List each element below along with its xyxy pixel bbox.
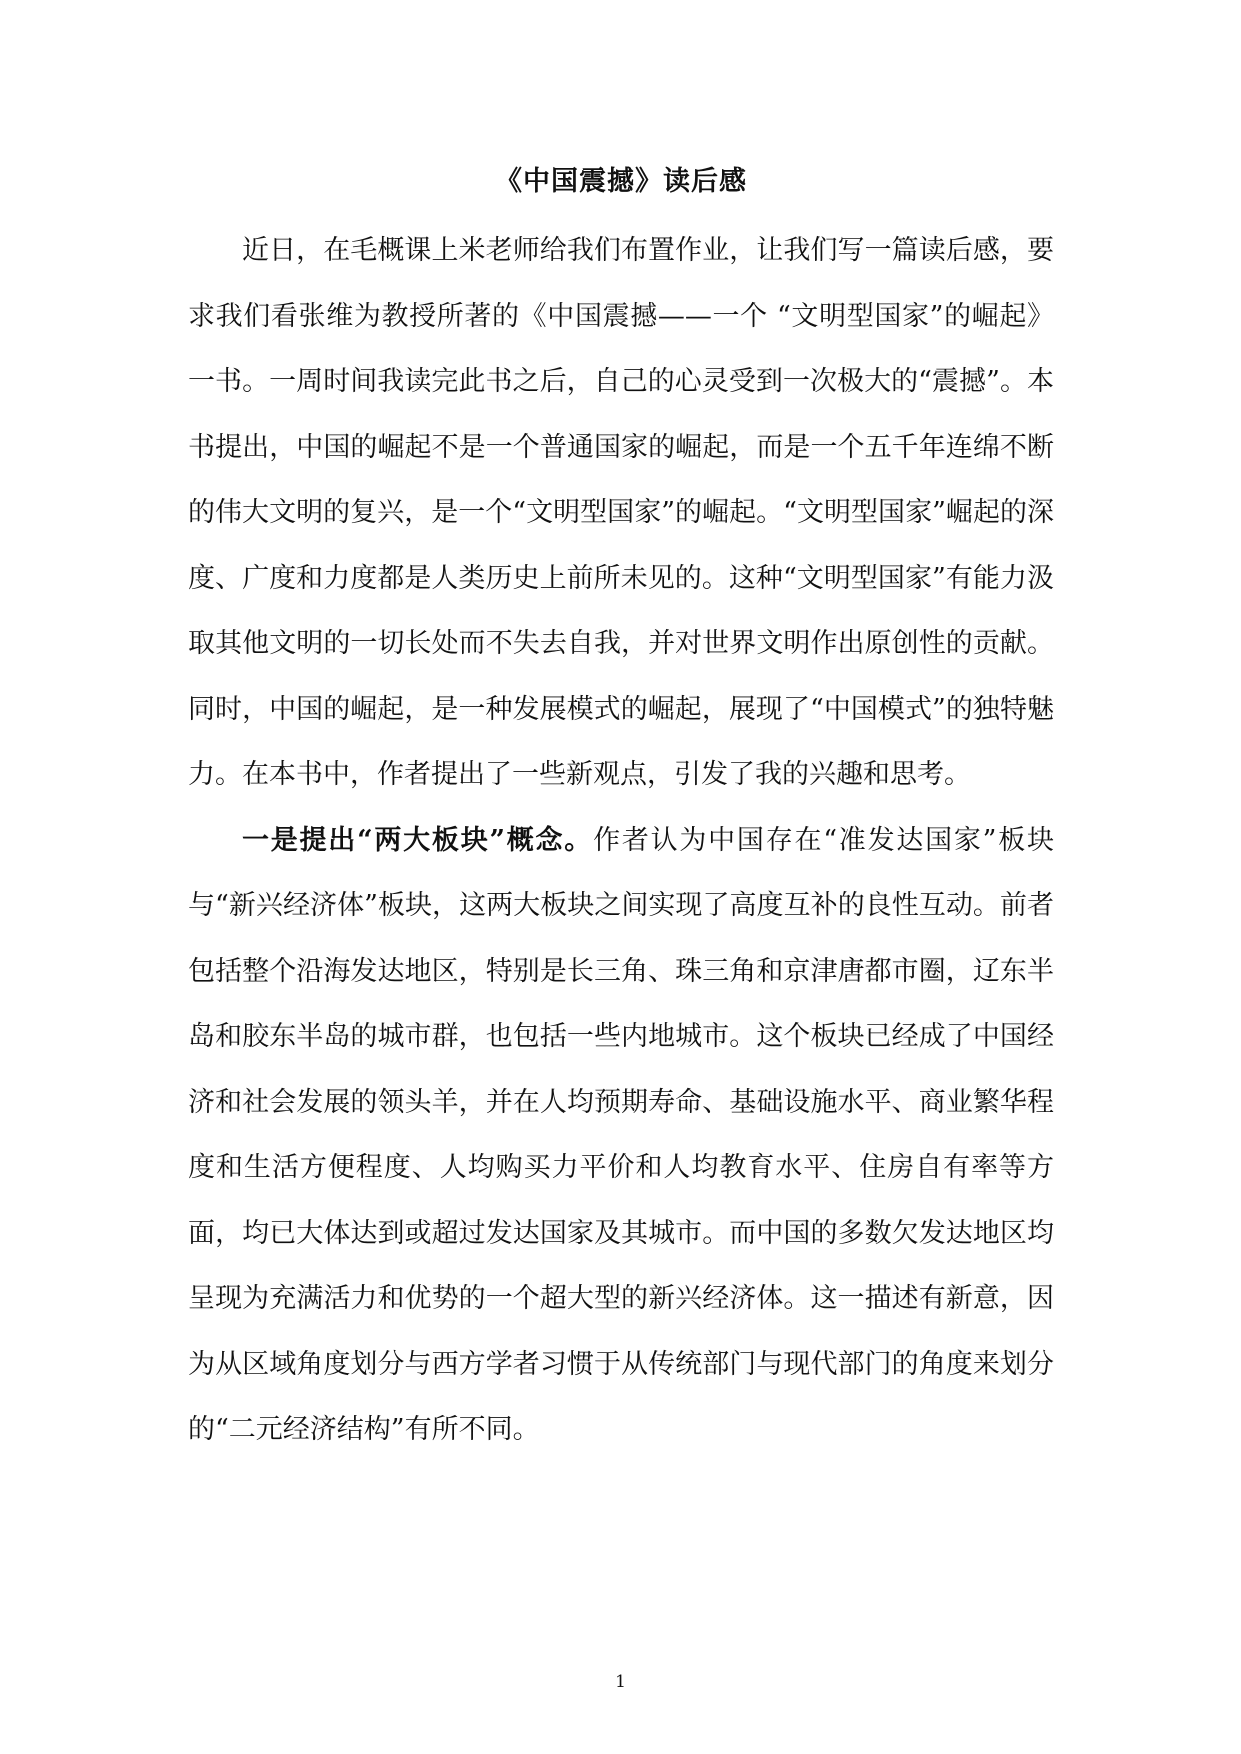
paragraph-two-blocks bbox=[188, 808, 1054, 1463]
paragraph-two-blocks-lead: 一是提出“两大板块”概念。 bbox=[242, 824, 594, 856]
document-body bbox=[188, 160, 1054, 1463]
paragraph-two-blocks-text: 作者认为中国存在“准发达国家”板块与“新兴经济体”板块，这两大板块之间实现了高度互补的良性互动。前者包括整个沿海发达地区，特别是长三角、珠三角和京津唐都市圈，辽东半岛和胶东半岛的城市群，也包括一些内地城市。这个板块已经成了中国经济和社会发展的领头羊，并在人均预期寿命、基础设施水平、商业繁华程度和生活方便程度、人均购买力平价和人均教育水平、住房自有率等方面，均已大体达到或超过发达国家及其城市。而中国的多数欠发达地区均呈现为充满活力和优势的一个超大型的新兴经济体。这一描述有新意，因为从区域角度划分与西方学者习惯于从传统部门与现代部门的角度来划分的“二元经济结构”有所不同。 bbox=[188, 824, 1055, 1445]
paragraph-intro bbox=[188, 218, 1054, 808]
page-number: 1 bbox=[615, 1672, 626, 1692]
document-title: 《中国震撼》读后感 bbox=[495, 166, 747, 197]
paragraph-intro-text: 近日，在毛概课上米老师给我们布置作业，让我们写一篇读后感，要求我们看张维为教授所著的《中国震撼——一个 “文明型国家”的崛起》一书。一周时间我读完此书之后，自己的心灵受到一次极大的“震撼”。本书提出，中国的崛起不是一个普通国家的崛起，而是一个五千年连绵不断的伟大文明的复兴，是一个“文明型国家”的崛起。“文明型国家”崛起的深度、广度和力度都是人类历史上前所未见的。这种“文明型国家”有能力汲取其他文明的一切长处而不失去自我，并对世界文明作出原创性的贡献。同时，中国的崛起，是一种发展模式的崛起，展现了“中国模式”的独特魅力。在本书中，作者提出了一些新观点，引发了我的兴趣和思考。 bbox=[188, 235, 1054, 790]
